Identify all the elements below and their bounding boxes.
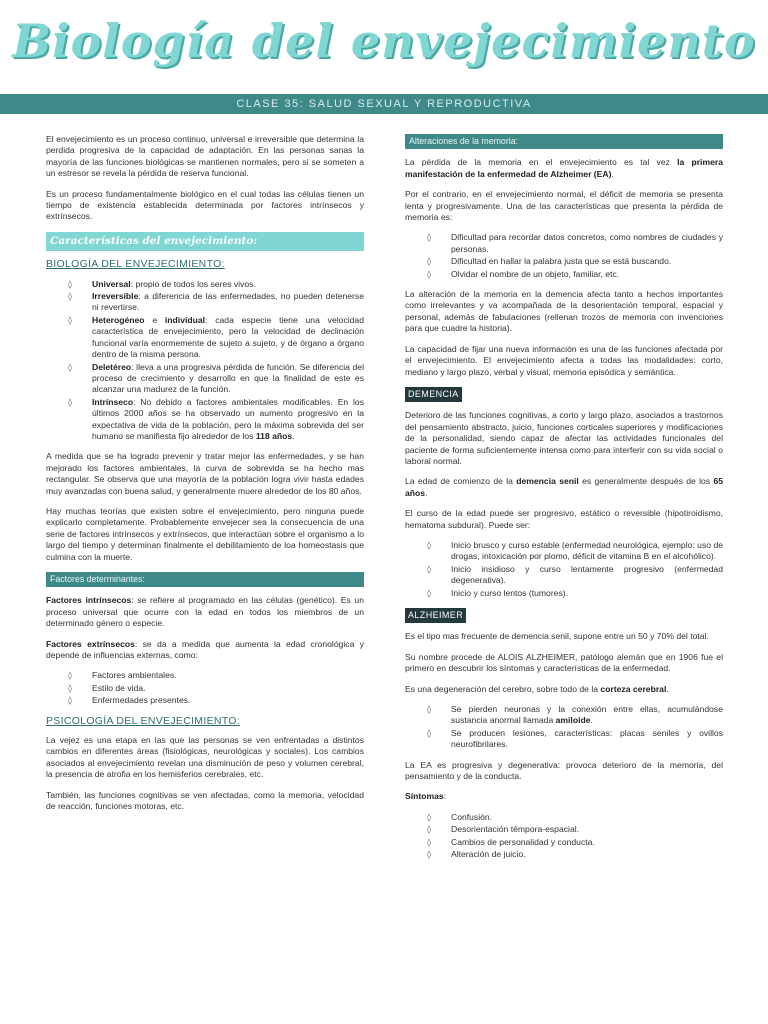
demencia-list xyxy=(405,540,723,599)
sintomas-list xyxy=(405,812,723,861)
bullet-icon: ◊ xyxy=(427,233,431,243)
paragraph: Su nombre procede de ALOIS ALZHEIMER, patólogo alemán que en 1906 fue el primero en descubrir los síntomas y características de la enfermedad. xyxy=(405,651,723,674)
list-item: ◊ Dificultad en hallar la palabra justa que se está buscando. xyxy=(427,256,672,267)
class-subtitle-band: CLASE 35: SALUD SEXUAL Y REPRODUCTIVA xyxy=(0,94,768,114)
bullet-icon: ◊ xyxy=(427,588,431,598)
list-item: ◊ Se producen lesiones, características: placas seniles y ovillos neurofibrilares. xyxy=(427,727,723,750)
demencia-heading: DEMENCIA xyxy=(405,387,462,402)
caracteristicas-list xyxy=(46,279,364,443)
page-title: Biología del envejecimiento xyxy=(12,14,756,68)
paragraph: El curso de la edad puede ser progresivo, estático o reversible (hipotiroidismo, hematoma subdural). Puede ser: xyxy=(405,508,723,530)
list-item: ◊ Desorientación témpora-espacial. xyxy=(427,824,580,835)
paragraph: Deterioro de las funciones cognitivas, a corto y largo plazo, asociados a trastornos del pensamiento abstracto, juicio, funciones corticales superiores y modificaciones de la personalidad, siendo capaz de afectar las actividades funcionales del paciente de forma suficientemente intensa como para interferir con su vida social o laboral normal. xyxy=(405,410,723,466)
paragraph: La vejez es una etapa en las que las personas se ven enfrentadas a distintos cambios en diferentes áreas (fisiológicas, neurológicas y sociales). Los cambios asociados al envejecimiento revelan una disminución de peso y volumen cerebral, la presencia de atrofia en los hemisferios cerebrales, etc. xyxy=(46,735,364,780)
bullet-icon: ◊ xyxy=(427,705,431,715)
list-item: ◊ Inicio insidioso y curso lentamente progresivo (enfermedad degenerativa). xyxy=(427,563,723,586)
list-item: ◊ Enfermedades presentes. xyxy=(68,695,191,706)
bullet-icon: ◊ xyxy=(427,564,431,574)
intro-paragraph-1: El envejecimiento es un proceso continuo, universal e irreversible que determina la perdida progresiva de la capacidad de adaptación. En las personas sanas la mayoría de las funciones biológicas se mantienen normales, pero si se someten a un estresor se revela la pérdida de reserva funcional. xyxy=(46,134,364,179)
bullet-icon: ◊ xyxy=(68,683,72,693)
paragraph: La edad de comienzo de la demencia senil es generalmente después de los 65 años. xyxy=(405,476,723,498)
list-item: ◊ Se pierden neuronas y la conexión entre ellas, acumulándose sustancia anormal llamada amiloide. xyxy=(427,704,723,726)
bullet-icon: ◊ xyxy=(427,540,431,550)
paragraph: La alteración de la memoria en la demencia afecta tanto a hechos importantes como irrelevantes y va acompañada de la desorientación temporal, espacial y personal, además de fabulaciones (rellenan trozos de memoria con invenciones para que cuadre la historia). xyxy=(405,289,723,334)
paragraph: La EA es progresiva y degenerativa: provoca deterioro de la memoria, del pensamiento y de la conducta. xyxy=(405,759,723,782)
list-item: ◊ Irreversible: a diferencia de las enfermedades, no pueden detenerse ni revertirse. xyxy=(68,291,364,313)
list-item: ◊ Cambios de personalidad y conducta. xyxy=(427,836,595,847)
bullet-icon: ◊ xyxy=(68,292,72,302)
left-column xyxy=(46,134,364,822)
paragraph: Es el tipo mas frecuente de demencia senil, supone entre un 50 y 70% del total. xyxy=(405,631,709,642)
paragraph: Hay muchas teorías que existen sobre el envejecimiento, pero ninguna puede explicarlo completamente. Probablemente envejecer sea la consecuencia de una serie de factores intrínsecos y extrínsecos, que interactúan sobre el organismo a lo largo del tiempo y determinan finalmente el debilitamiento de loa homeostasis que culmina con la muerte. xyxy=(46,505,364,562)
paragraph: A medida que se ha logrado prevenir y tratar mejor las enfermedades, y se han mejorado los factores ambientales, la curva de sobrevida se ha hecho mas rectangular. Se observa que una mayoría de la población logra vivir hasta edades muy avanzadas con buena salud, y generalmente muere alrededor de los 80 años. xyxy=(46,451,364,496)
alzheimer-list xyxy=(405,704,723,751)
extrinsecos-paragraph: Factores extrínsecos: se da a medida que aumenta la edad cronológica y depende de influencias externas, como: xyxy=(46,638,364,661)
bullet-icon: ◊ xyxy=(427,728,431,738)
list-item: ◊ Estilo de vida. xyxy=(68,682,146,693)
list-item: ◊ Deletéreo: lleva a una progresiva pérdida de función. Se diferencia del proceso de crecimiento y desarrollo en que la finalidad de este es alcanzar una madurez de la función. xyxy=(68,361,364,395)
sintomas-label: Síntomas: xyxy=(405,791,447,802)
list-item: ◊ Factores ambientales. xyxy=(68,670,177,681)
bullet-icon: ◊ xyxy=(427,837,431,847)
bullet-icon: ◊ xyxy=(68,279,72,289)
list-item: ◊ Inicio brusco y curso estable (enfermedad neurológica, ejemplo: uso de drogas, intoxicación por plomo, déficit de vitamina B en el alcohólico). xyxy=(427,539,723,562)
list-item: ◊ Olvidar el nombre de un objeto, familiar, etc. xyxy=(427,268,620,279)
paragraph: La capacidad de fijar una nueva información es una de las funciones afectada por el envejecimiento. El envejecimiento afecta a todas las modalidades: corto, mediano y largo plazo, verbal y visual, memoria episódica y semántica. xyxy=(405,343,723,377)
paragraph: También, las funciones cognitivas se ven afectadas, como la memoria, velocidad de reacción, funciones motoras, etc. xyxy=(46,789,364,812)
bullet-icon: ◊ xyxy=(427,812,431,822)
list-item: ◊ Heterogéneo e individual: cada especie tiene una velocidad característica de envejecimiento, pero la velocidad de declinación funcional varía enormemente de sujeto a sujeto, y de órgano a órgano dentro de la misma persona. xyxy=(68,314,364,360)
paragraph: Por el contrario, en el envejecimiento normal, el déficit de memoria se presenta lenta y progresivamente. Una de las características que presenta la pérdida de memoria es: xyxy=(405,189,723,223)
memoria-list xyxy=(405,232,723,280)
bullet-icon: ◊ xyxy=(68,696,72,706)
right-column xyxy=(405,134,723,870)
biologia-heading: BIOLOGÍA DEL ENVEJECIMIENTO: xyxy=(46,258,225,271)
bullet-icon: ◊ xyxy=(68,397,72,407)
bullet-icon: ◊ xyxy=(68,671,72,681)
list-item: ◊ Universal: propio de todos los seres vivos. xyxy=(68,278,256,289)
intrinsecos-paragraph: Factores intrínsecos: se refiere al programado en las células (genético). Es un proceso universal que ocurre con la edad en todos los miembros de un determinado género o especie. xyxy=(46,595,364,629)
intro-paragraph-2: Es un proceso fundamentalmente biológico en el cual todas las células tienen un tiempo de existencia establecida determinada por factores intrínsecos y extrínsecos. xyxy=(46,188,364,222)
list-item: ◊ Confusión. xyxy=(427,811,493,822)
list-item: ◊ Inicio y curso lentos (tumores). xyxy=(427,587,569,598)
bullet-icon: ◊ xyxy=(427,825,431,835)
bullet-icon: ◊ xyxy=(427,257,431,267)
list-item: ◊ Dificultad para recordar datos concretos, como nombres de ciudades y personas. xyxy=(427,232,723,254)
list-item: ◊ Intrínseco: No debido a factores ambientales modificables. En los últimos 2000 años se ha observado un aumento progresivo en la expectativa de vida de la población, pero la máxima sobrevida del ser humano se manifiesta fijo alrededor de los 118 años. xyxy=(68,396,364,441)
extrinsecos-list xyxy=(46,670,364,706)
bullet-icon: ◊ xyxy=(68,315,72,325)
paragraph: La pérdida de la memoria en el envejecimiento es tal vez la primera manifestación de la enfermedad de Alzheimer (EA). xyxy=(405,157,723,179)
factores-heading: Factores determinantes: xyxy=(46,572,364,587)
psicologia-heading: PSICOLOGÍA DEL ENVEJECIMIENTO: xyxy=(46,714,240,727)
caracteristicas-heading: Características del envejecimiento: xyxy=(46,232,364,251)
bullet-icon: ◊ xyxy=(427,850,431,860)
bullet-icon: ◊ xyxy=(68,362,72,372)
memoria-heading: Alteraciones de la memoria: xyxy=(405,134,723,149)
bullet-icon: ◊ xyxy=(427,269,431,279)
paragraph: Es una degeneración del cerebro, sobre todo de la corteza cerebral. xyxy=(405,683,669,694)
alzheimer-heading: ALZHEIMER xyxy=(405,608,466,623)
list-item: ◊ Alteración de juicio. xyxy=(427,849,526,860)
